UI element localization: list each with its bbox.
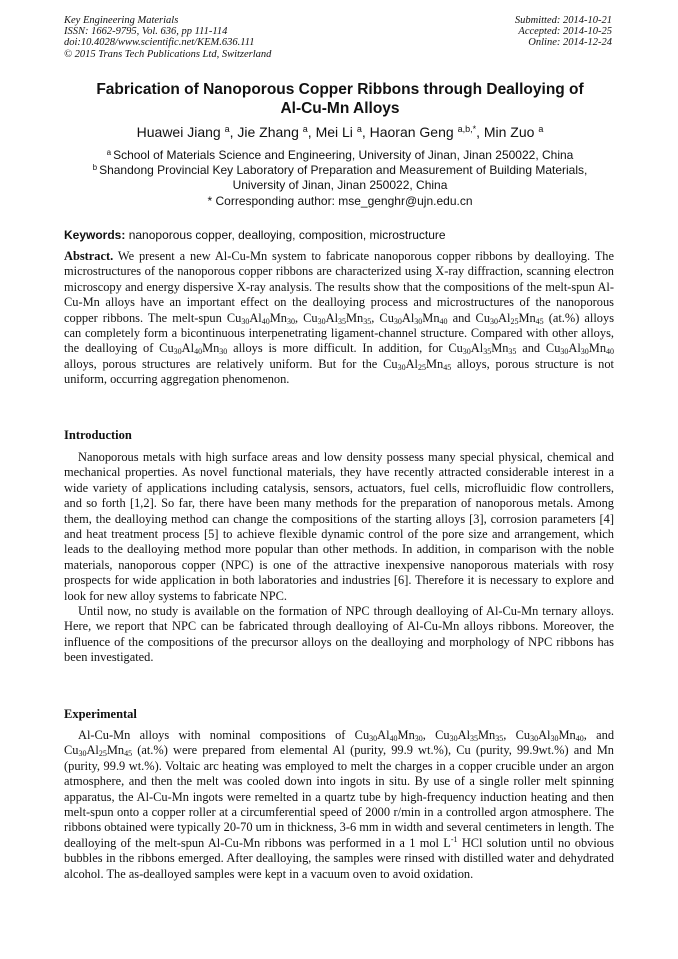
- abstract-label: Abstract.: [64, 249, 114, 263]
- journal-header-right: [515, 15, 612, 49]
- author-affiliation-marker: a: [356, 124, 362, 134]
- affiliations: [40, 148, 640, 209]
- author-name: Jie Zhang: [237, 124, 299, 140]
- author-affiliation-marker: a: [538, 124, 544, 134]
- journal-copyright: © 2015 Trans Tech Publications Ltd, Switzerland: [64, 48, 272, 60]
- author-affiliation-marker: a,b,*: [457, 124, 477, 134]
- author-name: Huawei Jiang: [136, 124, 221, 140]
- keywords-text: nanoporous copper, dealloying, composition, microstructure: [128, 228, 446, 242]
- affiliation-b: $^b$ Shandong Provincial Key Laboratory of Preparation and Measurement of Building Materials,: [92, 163, 588, 178]
- abstract: [64, 249, 614, 388]
- online-date: Online: 2014-12-24: [528, 37, 612, 49]
- affiliation-b-cont: University of Jinan, Jinan 250022, China: [232, 178, 448, 193]
- journal-doi: doi:10.4028/www.scientific.net/KEM.636.111: [64, 37, 255, 49]
- abstract-text: We present a new Al-Cu-Mn system to fabricate nanoporous copper ribbons by dealloying. The microstructures of the nanoporous copper ribbons are characterized using X-ray diffraction, scanning electron microscopy and energy dispersive X-ray analysis. The results show that the compositions of the melt-spun Al-Cu-Mn alloys have an important effect on the dealloying process and microstructures of the nanoporous copper ribbons. The melt-spun $Cu_{30}Al_{40}Mn_{30}$, $Cu_{30}Al_{35}Mn_{35}$, $Cu_{30}Al_{30}Mn_{40}$ and $Cu_{30}Al_{25}Mn_{45}$ (at.%) alloys can completely form a bicontinuous interpenetrating ligament-channel structure. Compared with other alloys, the dealloying of $Cu_{30}Al_{40}Mn_{30}$ alloys is more difficult. In addition, for $Cu_{30}Al_{35}Mn_{35}$ and $Cu_{30}Al_{30}Mn_{40}$ alloys, porous structures are relatively uniform. But for the $Cu_{30}Al_{25}Mn_{45}$ alloys, porous structure is not uniform, occurring aggregation phenomenon.: [64, 249, 615, 387]
- submitted-date: Submitted: 2014-10-21: [514, 15, 612, 26]
- author-name: Min Zuo: [483, 124, 535, 140]
- affiliation-a: $^a$ School of Materials Science and Engineering, University of Jinan, Jinan 250022, China: [106, 148, 574, 162]
- keywords-label: Keywords:: [64, 228, 126, 242]
- author-affiliation-marker: a: [224, 124, 230, 134]
- experimental-paragraph: Al-Cu-Mn alloys with nominal compositions of $Cu_{30}Al_{40}Mn_{30}$, $Cu_{30}Al_{35}Mn_{35}$, $Cu_{30}Al_{30}Mn_{40}$, and $Cu_{30}Al_{25}Mn_{45}$ (at.%) were prepared from elemental Al (purity, 99.9 wt.%), Cu (purity, 99.9wt.%) and Mn (purity, 99.9 wt.%). Voltaic arc heating was employed to melt the charges in a copper crucible under an argon atmosphere, and then the melt was cooled down into ingots in situ. By use of a single roller melt spinning apparatus, the Al-Cu-Mn ingots were remelted in a quartz tube by high-frequency induction heating and then melt-spun onto a copper roller at a circumferential speed of 2000 r/min in a controlled argon atmosphere. The ribbons obtained were typically 20-70 um in thickness, 3-6 mm in width and several centimeters in length. The dealloying of the melt-spun Al-Cu-Mn ribbons was performed in a 1 mol $L^{-1}$ HCl solution until no obvious bubbles in the ribbons emerged. After dealloying, the samples were rinsed with distilled water and dehydrated alcohol. The as-dealloyed samples were kept in a vacuum oven to avoid oxidation.: [64, 728, 615, 881]
- author-list: Huawei Jiang $^a$, Jie Zhang $^a$, Mei Li $^a$, Haoran Geng $^{a,b,*}$, Min Zuo $^a$: [136, 124, 544, 140]
- intro-paragraph: Nanoporous metals with high surface areas and low density possess many special physical, chemical and mechanical properties. As novel functional materials, they have recently attracted considerable interest in a wide variety of applications including catalysis, sensors, actuators, fuel cells, microfluidic flow controllers, and so forth [1,2]. So far, there have been many methods for the preparation of nanoporous metals. Among them, the dealloying method can change the compositions of the starting alloys [3], corrosion parameters [4] and heat treatment process [5] to achieve flexible dynamic control of the pore size and arrangement, which leads to the dealloying method more popular than other methods. In addition, in comparison with the noble materials, nanoporous copper (NPC) is one of the attractive inexpensive nanoporous materials with rosy prospects for wide application in both laboratories and industries [6]. Therefore it is necessary to explore and look for new alloy systems to fabricate NPC.: [64, 450, 614, 603]
- title-line-1: Fabrication of Nanoporous Copper Ribbons through Dealloying of: [96, 81, 584, 98]
- introduction-body: [64, 450, 614, 666]
- title-line-2: Al-Cu-Mn Alloys: [280, 100, 400, 117]
- keywords: [64, 228, 614, 243]
- accepted-date: Accepted: 2014-10-25: [518, 26, 612, 38]
- author-name: Haoran Geng: [369, 124, 454, 140]
- intro-paragraph: Until now, no study is available on the formation of NPC through dealloying of Al-Cu-Mn ternary alloys. Here, we report that NPC can be fabricated through dealloying of Al-Cu-Mn alloys ribbons. Moreover, the influence of the compositions of the precursor alloys on the dealloying and morphology of NPC ribbons has been investigated.: [64, 604, 614, 665]
- journal-header-left: [64, 15, 271, 60]
- paper-title: [60, 80, 620, 118]
- experimental-body: [64, 728, 614, 882]
- experimental-heading: Experimental: [64, 707, 137, 721]
- introduction-heading: Introduction: [64, 428, 132, 442]
- corresponding-author: * Corresponding author: mse_genghr@ujn.edu.cn: [207, 193, 473, 208]
- journal-issn: ISSN: 1662-9795, Vol. 636, pp 111-114: [64, 26, 228, 38]
- author-affiliation-marker: a: [302, 124, 308, 134]
- author-name: Mei Li: [315, 124, 353, 140]
- journal-name: Key Engineering Materials: [64, 15, 179, 26]
